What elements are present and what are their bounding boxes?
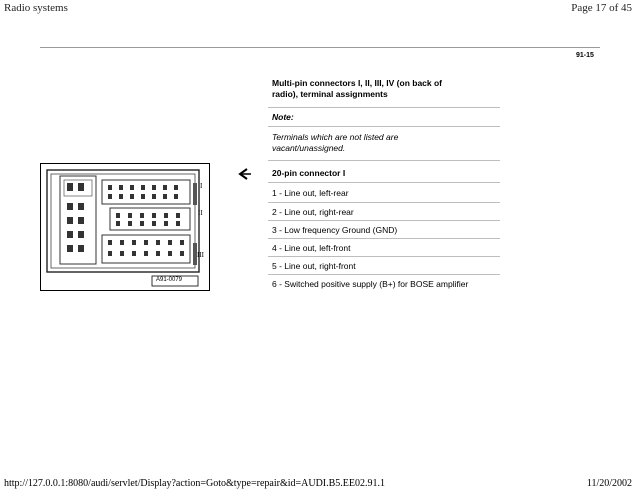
- terminal-item: 6 - Switched positive supply (B+) for BOSE amplifier: [272, 279, 469, 289]
- divider: [268, 238, 500, 239]
- divider: [268, 256, 500, 257]
- page-number: Page 17 of 45: [571, 2, 632, 14]
- note-label: Note:: [272, 112, 294, 122]
- terminal-item: 1 - Line out, left-rear: [272, 188, 349, 198]
- terminal-item: 5 - Line out, right-front: [272, 261, 356, 271]
- connector-figure: [40, 163, 210, 291]
- connector-label-i: I: [200, 182, 203, 190]
- document-title: Radio systems: [4, 2, 68, 14]
- terminal-item: 3 - Low frequency Ground (GND): [272, 225, 398, 235]
- connector-diagram: [40, 163, 210, 291]
- arrow-left-icon: [238, 167, 252, 185]
- header-rule: [40, 47, 600, 48]
- note-line-1: Terminals which are not listed are: [272, 132, 399, 142]
- note-line-2: vacant/unassigned.: [272, 143, 346, 153]
- divider: [268, 202, 500, 203]
- divider: [268, 220, 500, 221]
- terminal-item: 4 - Line out, left-front: [272, 243, 351, 253]
- connector-heading: 20-pin connector I: [272, 168, 346, 178]
- divider: [268, 274, 500, 275]
- divider: [268, 107, 500, 108]
- connector-label-ii: II: [198, 209, 203, 217]
- terminal-item: 2 - Line out, right-rear: [272, 207, 354, 217]
- connector-label-iii: III: [197, 251, 204, 259]
- footer-url: http://127.0.0.1:8080/audi/servlet/Display?action=Goto&type=repair&id=AUDI.B5.EE02.91.1: [4, 478, 386, 489]
- section-code: 91-15: [576, 52, 594, 59]
- heading-line-1: Multi-pin connectors I, II, III, IV (on back of: [272, 78, 443, 88]
- footer-date: 11/20/2002: [586, 478, 632, 489]
- figure-code: A91-0079: [156, 277, 183, 283]
- divider: [268, 160, 500, 161]
- divider: [268, 126, 500, 127]
- divider: [268, 182, 500, 183]
- page-heading: [272, 78, 442, 100]
- note-text: [272, 132, 398, 154]
- heading-line-2: radio), terminal assignments: [272, 89, 388, 99]
